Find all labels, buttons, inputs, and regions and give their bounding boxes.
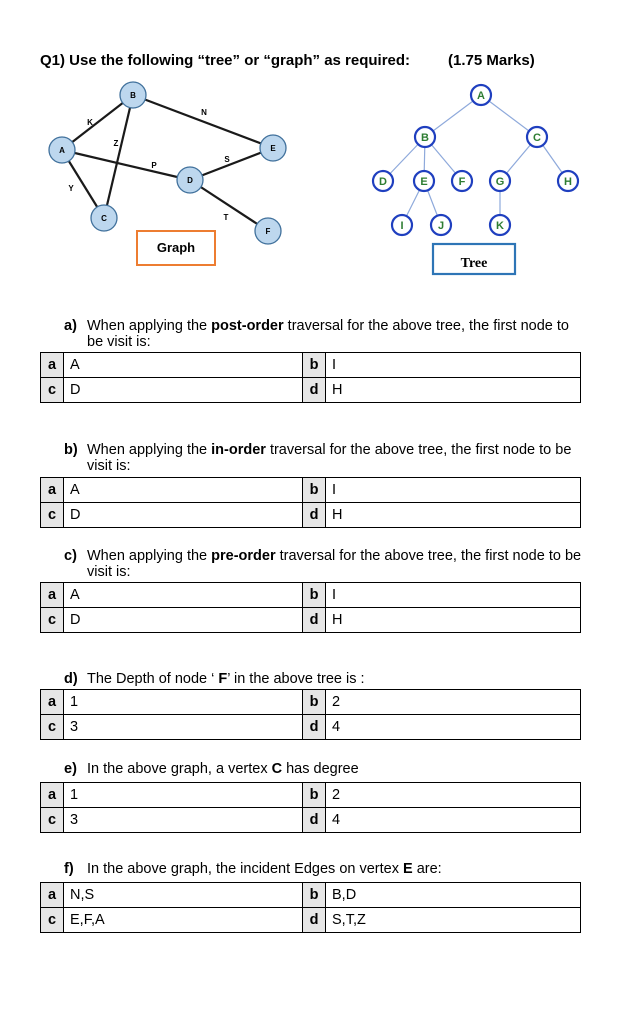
option-value[interactable]: A	[64, 583, 303, 608]
option-value[interactable]: 2	[326, 690, 581, 715]
question-label: c)	[64, 548, 77, 564]
option-key: b	[303, 883, 326, 908]
question-f	[64, 861, 587, 877]
question-text: are:	[412, 861, 442, 877]
edge-label-k: K	[87, 118, 93, 127]
tree-node-c-label: C	[533, 132, 541, 144]
option-value[interactable]: D	[64, 608, 303, 633]
table-row	[41, 883, 581, 908]
graph-edge-n	[133, 95, 273, 148]
option-value[interactable]: A	[64, 478, 303, 503]
option-key: b	[303, 690, 326, 715]
table-row	[41, 583, 581, 608]
table-row	[41, 353, 581, 378]
question-keyword: post-order	[211, 318, 284, 334]
option-value[interactable]: A	[64, 353, 303, 378]
option-value[interactable]: E,F,A	[64, 908, 303, 933]
question-text: traversal for the above tree, the first node to be visit is:	[87, 548, 582, 580]
option-key: a	[41, 883, 64, 908]
tree-node-k-label: K	[496, 220, 504, 232]
graph-node-b-label: B	[130, 91, 136, 100]
option-key: c	[41, 608, 64, 633]
option-value[interactable]: I	[326, 353, 581, 378]
option-key: a	[41, 583, 64, 608]
question-keyword: E	[403, 861, 413, 877]
option-key: d	[303, 808, 326, 833]
option-key: b	[303, 583, 326, 608]
title-text: Q1) Use the following “tree” or “graph” as required:	[40, 52, 411, 69]
tree-figure	[373, 85, 578, 274]
question-d	[64, 671, 587, 687]
question-text: ’ in the above tree is :	[227, 671, 365, 687]
option-value[interactable]: D	[64, 378, 303, 403]
options-table-e	[40, 782, 581, 833]
question-text: has degree	[282, 761, 359, 777]
option-value[interactable]: S,T,Z	[326, 908, 581, 933]
table-row	[41, 808, 581, 833]
option-value[interactable]: I	[326, 583, 581, 608]
tree-node-h-label: H	[564, 176, 572, 188]
option-key: b	[303, 353, 326, 378]
option-value[interactable]: 2	[326, 783, 581, 808]
graph-node-c-label: C	[101, 214, 107, 223]
tree-node-i-label: I	[400, 220, 404, 232]
graph-node-d-label: D	[187, 176, 193, 185]
question-text: When applying the	[87, 318, 212, 334]
question-text: When applying the	[87, 548, 212, 564]
option-key: c	[41, 503, 64, 528]
option-value[interactable]: B,D	[326, 883, 581, 908]
edge-label-n: N	[201, 108, 207, 117]
figures	[0, 0, 630, 300]
option-value[interactable]: I	[326, 478, 581, 503]
edge-label-t: T	[223, 213, 229, 222]
option-value[interactable]: 3	[64, 808, 303, 833]
tree-node-b-label: B	[421, 132, 429, 144]
option-key: a	[41, 353, 64, 378]
option-key: c	[41, 378, 64, 403]
edge-label-s: S	[224, 155, 230, 164]
option-key: d	[303, 715, 326, 740]
tree-node-j-label: J	[437, 220, 445, 232]
marks-label: (1.75 Marks)	[448, 52, 535, 69]
option-key: b	[303, 783, 326, 808]
tree-node-g-label: G	[495, 176, 505, 188]
option-key: c	[41, 908, 64, 933]
graph-edge-t	[190, 180, 268, 231]
option-value[interactable]: 1	[64, 690, 303, 715]
question-label: b)	[64, 442, 78, 458]
option-value[interactable]: H	[326, 503, 581, 528]
graph-node-e-label: E	[270, 144, 276, 153]
option-value[interactable]: 4	[326, 715, 581, 740]
question-e	[64, 761, 587, 777]
option-key: c	[41, 715, 64, 740]
question-text: traversal for the above tree, the first node to be visit is:	[87, 318, 569, 350]
question-label: d)	[64, 671, 78, 687]
question-text: traversal for the above tree, the first node to be visit is:	[87, 442, 572, 474]
question-keyword: pre-order	[211, 548, 276, 564]
edge-label-z: Z	[113, 139, 119, 148]
question-keyword: C	[271, 761, 283, 777]
option-value[interactable]: D	[64, 503, 303, 528]
question-text: In the above graph, the incident Edges on vertex	[87, 861, 403, 877]
graph-node-a-label: A	[59, 146, 65, 155]
table-row	[41, 608, 581, 633]
option-key: d	[303, 378, 326, 403]
question-label: f)	[64, 861, 74, 877]
tree-node-d-label: D	[379, 176, 387, 188]
tree-caption: Tree	[460, 256, 488, 271]
option-key: b	[303, 478, 326, 503]
tree-node-a-label: A	[477, 90, 485, 102]
graph-caption: Graph	[156, 240, 196, 255]
option-value[interactable]: 4	[326, 808, 581, 833]
question-text: In the above graph, a vertex	[87, 761, 272, 777]
question-text: When applying the	[87, 442, 212, 458]
question-label: e)	[64, 761, 77, 777]
question-keyword: F	[218, 671, 228, 687]
question-a	[64, 318, 587, 350]
graph-figure	[49, 82, 286, 265]
option-key: a	[41, 478, 64, 503]
edge-label-y: Y	[68, 184, 74, 193]
options-table-b	[40, 477, 581, 528]
option-key: c	[41, 808, 64, 833]
option-key: d	[303, 503, 326, 528]
table-row	[41, 690, 581, 715]
options-table-c	[40, 582, 581, 633]
tree-node-e-label: E	[420, 176, 428, 188]
graph-node-f-label: F	[265, 227, 271, 236]
option-value[interactable]: 3	[64, 715, 303, 740]
option-value[interactable]: N,S	[64, 883, 303, 908]
table-row	[41, 715, 581, 740]
graph-edge-p	[62, 150, 190, 180]
table-row	[41, 503, 581, 528]
question-c	[64, 548, 587, 580]
tree-node-f-label: F	[458, 176, 466, 188]
question-keyword: in-order	[211, 442, 266, 458]
question-text: The Depth of node ‘	[87, 671, 219, 687]
table-row	[41, 908, 581, 933]
options-table-f	[40, 882, 581, 933]
table-row	[41, 783, 581, 808]
option-key: a	[41, 783, 64, 808]
question-b	[64, 442, 587, 474]
option-key: a	[41, 690, 64, 715]
option-value[interactable]: H	[326, 608, 581, 633]
option-key: d	[303, 608, 326, 633]
options-table-d	[40, 689, 581, 740]
table-row	[41, 378, 581, 403]
options-table-a	[40, 352, 581, 403]
table-row	[41, 478, 581, 503]
option-key: d	[303, 908, 326, 933]
option-value[interactable]: 1	[64, 783, 303, 808]
question-label: a)	[64, 318, 77, 334]
edge-label-p: P	[151, 161, 157, 170]
option-value[interactable]: H	[326, 378, 581, 403]
